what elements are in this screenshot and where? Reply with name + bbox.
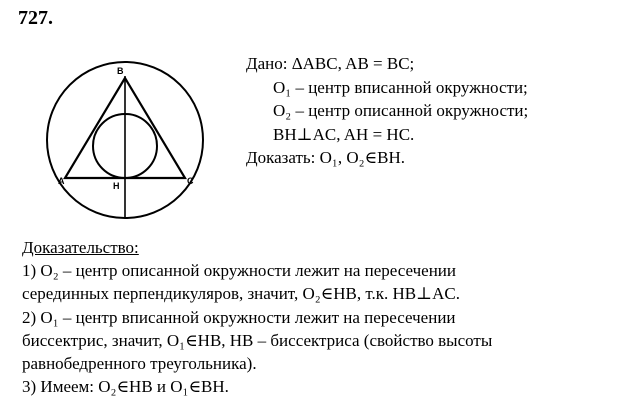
given-line: O₁ – центр вписанной окружности; bbox=[273, 77, 528, 97]
proof-line: 1) O₂ – центр описанной окружности лежит на пересечении bbox=[22, 261, 456, 281]
proof-block bbox=[22, 236, 492, 398]
given-line: O₂ – центр описанной окружности; bbox=[273, 101, 529, 120]
given-block bbox=[246, 52, 528, 170]
label-c: C bbox=[187, 176, 194, 186]
prove-line: Доказать: O₁, O₂∈BH. bbox=[246, 148, 405, 167]
proof-line: равнобедренного треугольника). bbox=[22, 354, 257, 374]
proof-line: биссектрис, значит, O₁∈HB, HB – биссектриса (свойство высоты bbox=[22, 330, 493, 350]
given-line: Дано: ΔABC, AB = BC; bbox=[246, 54, 415, 73]
given-line: BH⊥AC, AH = HC. bbox=[273, 124, 415, 144]
label-h: H bbox=[113, 181, 120, 191]
label-a: A bbox=[58, 176, 65, 186]
proof-line: 3) Имеем: O₂∈HB и O₁∈BH. bbox=[22, 377, 229, 397]
proof-line: серединных перпендикуляров, значит, O₂∈HB, т.к. HB⊥AC. bbox=[22, 284, 460, 304]
problem-number: 727. bbox=[18, 7, 53, 29]
proof-heading: Доказательство: bbox=[22, 238, 139, 257]
label-b: B bbox=[117, 66, 124, 76]
proof-line: 2) O₁ – центр вписанной окружности лежит на пересечении bbox=[22, 307, 456, 327]
geometry-figure bbox=[40, 60, 220, 225]
